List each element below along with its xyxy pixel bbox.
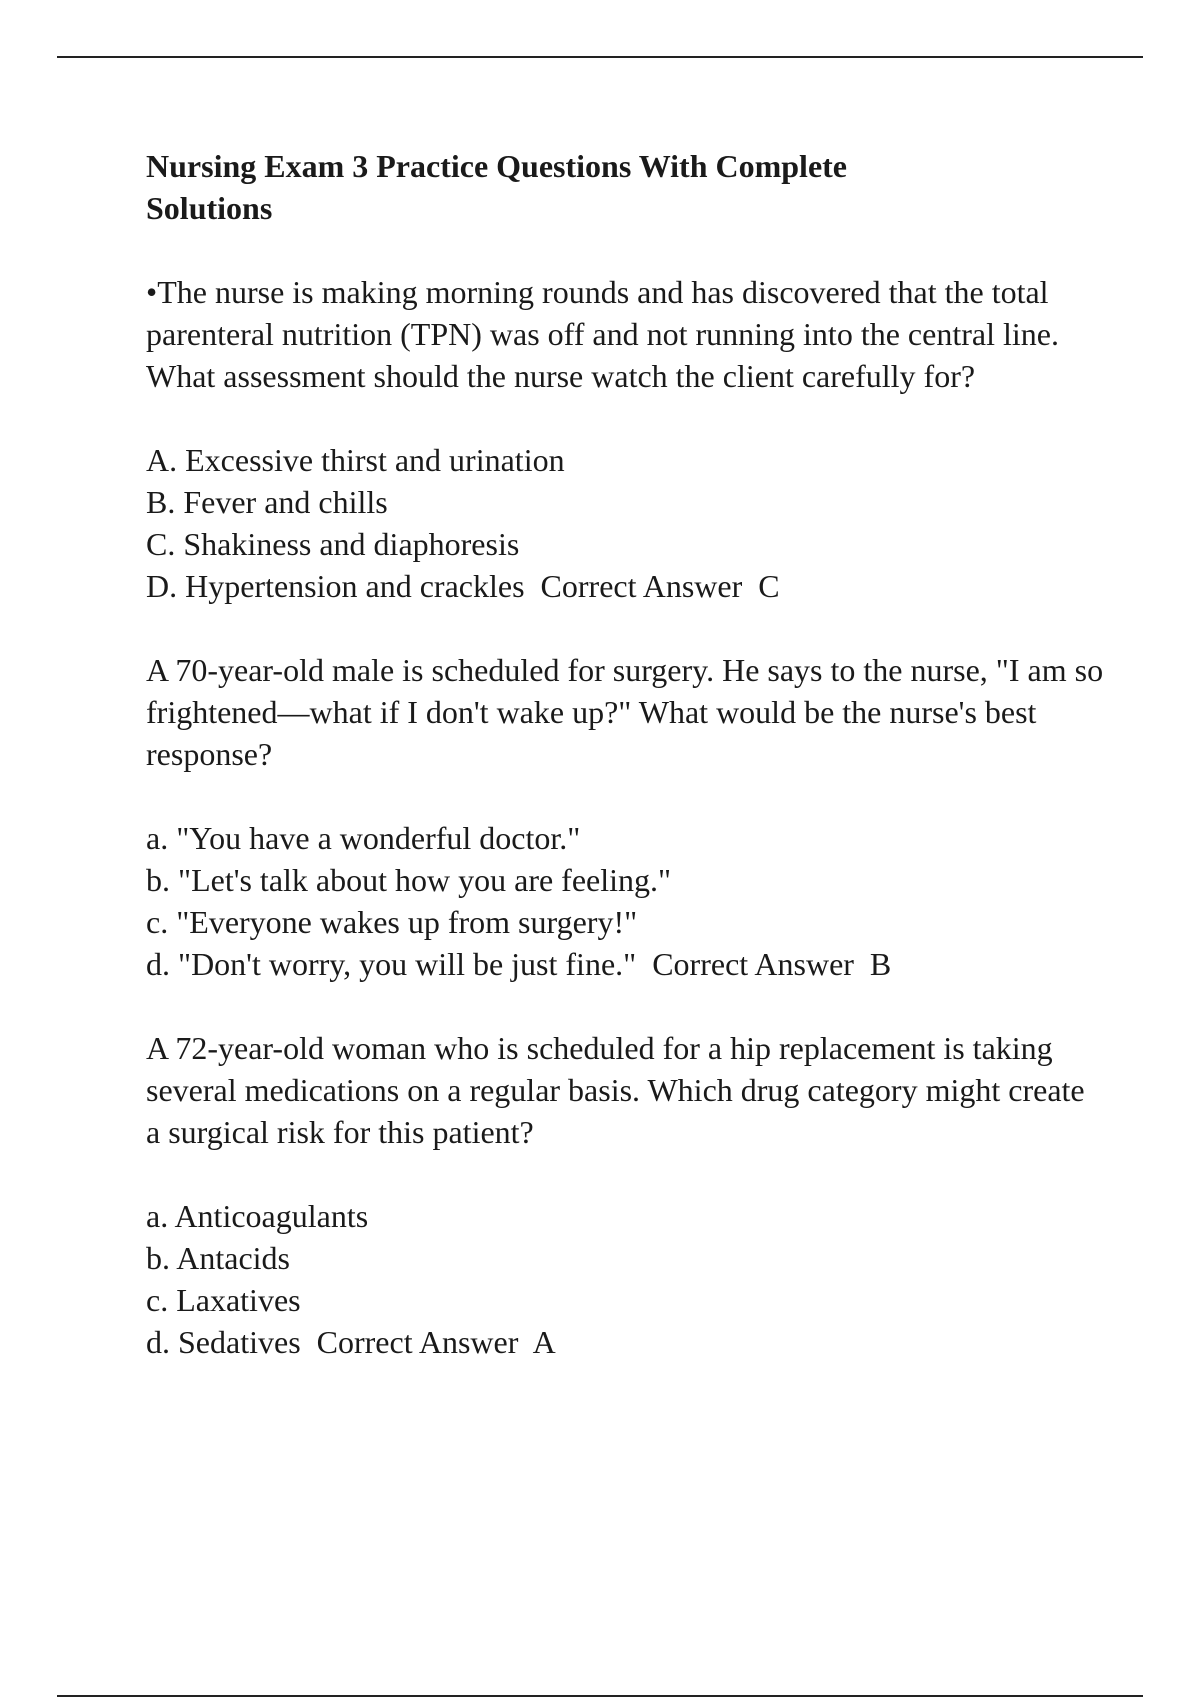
question-1 xyxy=(146,271,1106,607)
answer-option: B. Fever and chills xyxy=(146,484,388,520)
question-stem: A 70-year-old male is scheduled for surgery. He says to the nurse, "I am so frightened—what if I don't wake up?" What would be the nurse's best response? xyxy=(146,652,1104,772)
top-rule xyxy=(57,56,1143,58)
document-body xyxy=(146,145,1106,1405)
question-stem: A 72-year-old woman who is scheduled for a hip replacement is taking several medications on a regular basis. Which drug category might create a surgical risk for this patient? xyxy=(146,1030,1085,1150)
answer-option: a. Anticoagulants xyxy=(146,1198,369,1234)
answer-option: c. "Everyone wakes up from surgery!" xyxy=(146,904,638,940)
answer-options xyxy=(146,817,1106,985)
question-2 xyxy=(146,649,1106,985)
answer-option: D. Hypertension and crackles Correct Answer C xyxy=(146,568,780,604)
answer-option: C. Shakiness and diaphoresis xyxy=(146,526,520,562)
answer-option: A. Excessive thirst and urination xyxy=(146,442,565,478)
answer-option: b. "Let's talk about how you are feeling." xyxy=(146,862,672,898)
answer-options xyxy=(146,439,1106,607)
answer-option: a. "You have a wonderful doctor." xyxy=(146,820,581,856)
answer-option: d. "Don't worry, you will be just fine." Correct Answer B xyxy=(146,946,892,982)
question-stem: •The nurse is making morning rounds and has discovered that the total parenteral nutrition (TPN) was off and not running into the central line. What assessment should the nurse watch the client carefully for? xyxy=(146,274,1059,394)
bottom-rule xyxy=(57,1695,1143,1697)
answer-option: b. Antacids xyxy=(146,1240,290,1276)
answer-options xyxy=(146,1195,1106,1363)
answer-option: d. Sedatives Correct Answer A xyxy=(146,1324,556,1360)
document-title: Nursing Exam 3 Practice Questions With Complete Solutions xyxy=(146,148,847,226)
answer-option: c. Laxatives xyxy=(146,1282,301,1318)
question-3 xyxy=(146,1027,1106,1363)
